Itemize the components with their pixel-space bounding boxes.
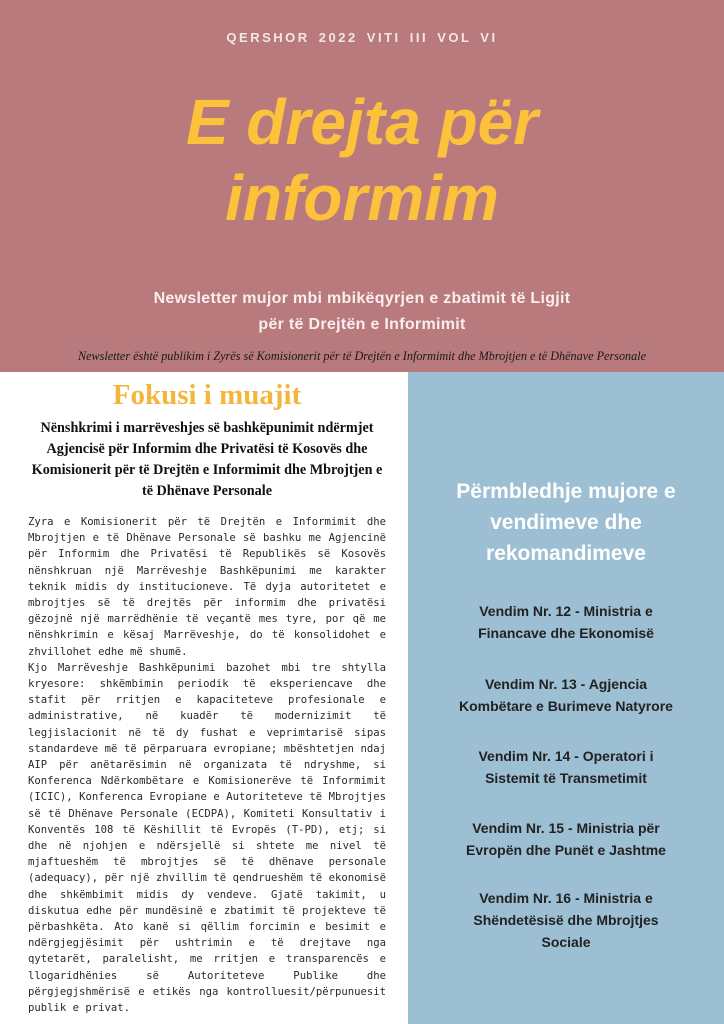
decision-line: Financave dhe Ekonomisë xyxy=(478,625,654,641)
decision-line: Sociale xyxy=(541,934,591,950)
focus-section-title: Fokusi i muajit xyxy=(112,379,302,411)
decision-line: Vendim Nr. 15 - Ministria për xyxy=(472,820,660,836)
subtitle-line-2: për të Drejtën e Informimit xyxy=(258,316,466,333)
issue-line: QERSHOR 2022 VITI III VOL VI xyxy=(226,30,498,45)
decision-item xyxy=(428,817,704,861)
article-title: Nënshkrimi i marrëveshjes së bashkëpunimit ndërmjet Agjencisë për Informim dhe Privatësi të Kosovës dhe Komisionerit për të Drejtën e Informimit dhe Mbrojtjen e të Dhënave Personale xyxy=(31,420,383,499)
decision-line: Sistemit të Transmetimit xyxy=(485,770,647,786)
summary-panel xyxy=(408,372,724,1024)
article-paragraph-1: Zyra e Komisionerit për të Drejtën e Informimit dhe Mbrojtjen e të Dhënave Personale së bashku me Agjencinë për Informim dhe Privatësi të Republikës së Kosovës nënshkruan një Marrëveshje Bashkëpunimi me karakter teknik midis dy institucioneve. Të dyja autoritetet e mbrojtjes së të drejtës për informim dhe privatësi gëzojnë një marrëdhënie të veçantë mes tyre, por që me nënshkrimin e kësaj Marrëveshje, do të konsolidohet e zhvillohet edhe më shumë. xyxy=(28,516,386,658)
decision-line: Shëndetësisë dhe Mbrojtjes xyxy=(473,912,659,928)
newsletter-title xyxy=(0,84,724,236)
decision-line: Vendim Nr. 12 - Ministria e xyxy=(479,603,653,619)
title-line-1: E drejta për xyxy=(185,86,539,158)
decision-line: Vendim Nr. 13 - Agjencia xyxy=(484,676,648,692)
publisher-note: Newsletter është publikim i Zyrës së Komisionerit për të Drejtën e Informimit dhe Mbrojtjen e të Dhënave Personale xyxy=(77,349,647,363)
decision-line: Evropën dhe Punët e Jashtme xyxy=(466,842,666,858)
decision-line: Kombëtare e Burimeve Natyrore xyxy=(459,698,673,714)
decision-item xyxy=(428,887,704,953)
header-banner xyxy=(0,0,724,372)
summary-title: Përmbledhje mujore e vendimeve dhe rekomandimeve xyxy=(456,480,676,565)
article-paragraph-2: Kjo Marrëveshje Bashkëpunimi bazohet mbi tre shtylla kryesore: shkëmbimin periodik të eksperiencave dhe stafit për rritjen e kapaciteteve profesionale e administrative, në kuadër të modernizimit të legjislacionit në të dy fushat e veprimtarisë sipas standardeve më të përparuara evropiane; mbështetjen ndaj AIP për anëtarësimin në organizata të ndryshme, si Konferenca Ndërkombëtare e Komisionerëve të Informimit (ICIC), Konferenca Evropiane e Autoriteteve të Mbrojtjes së të Dhënave Personale (ECDPA), Komiteti Konsultativ i Konventës 108 të Këshillit të Evropës (T-PD), etj; si dhe në njohjen e ndërsjellë si shtete me nivel të mjaftueshëm të mbrojtjes së të dhënave personale (adequacy), për një zhvillim të qendrueshëm të ekonomisë dhe shkëmbimit midis dy vendeve. Gjatë takimit, u diskutua edhe për mundësinë e zbatimit të projekteve të përbashkëta. Ato kanë si qëllim forcimin e besimit e ndërgjegjësimit për ushtrimin e të drejtave nga qytetarët, paralelisht, me rritjen e transparencës e llogaridhënies së Autoriteteve Publike dhe përgjegjshmërisë e etikës nga kontrolluesit/përpunuesit publik e privat. xyxy=(28,661,386,1015)
newsletter-subtitle xyxy=(60,286,664,338)
decision-line: Vendim Nr. 16 - Ministria e xyxy=(479,890,653,906)
decision-line: Vendim Nr. 14 - Operatori i xyxy=(478,748,654,764)
title-line-2: informim xyxy=(225,162,499,234)
focus-column xyxy=(28,378,386,1016)
decision-item xyxy=(428,745,704,789)
decision-item xyxy=(428,673,704,717)
subtitle-line-1: Newsletter mujor mbi mbikëqyrjen e zbatimit të Ligjit xyxy=(153,290,571,307)
decision-item xyxy=(428,600,704,644)
